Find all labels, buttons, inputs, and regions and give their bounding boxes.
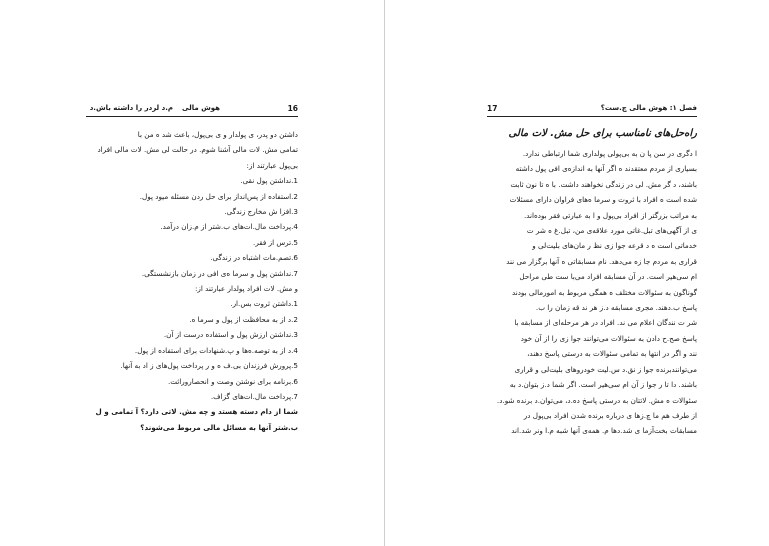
list-item: 7.نداشتن پول و سرما ه‌ی افی در زمان بازنشستگی. — [141, 268, 298, 278]
body-line: باشند. دا تا ر جوا ز آن ام سی‌هیر است. اگر شما د.ز بتوان.د به — [509, 380, 697, 390]
body-line: از طرف هم ما چ.زها ی درباره برنده شدن افراد بی‌پول در — [523, 410, 697, 420]
left-page — [0, 0, 384, 546]
body-line: ی از آگهی‌های تبل.غاتی مورد علاقه‌ی من، تبل.غ ه شر ت — [526, 226, 697, 236]
body-line: خدماتی است ه د قرعه جوا زی نظ ر مان‌های بلیت‌لی و — [532, 241, 697, 251]
list-item: 1.نداشتن پول نقی. — [240, 176, 298, 186]
list-item: 4.پرداخت مال.ات‌های ب.شتر از م.زان درآمد. — [160, 222, 298, 232]
left-header-rule — [86, 116, 298, 117]
body-line: ا دگری در سن پا ن به بی‌پولی پولداری شما ارتباطی ندارد. — [522, 149, 697, 158]
body-line: شده است ه افراد با ثروت و سرما ه‌های فراوان دارای مسئلات — [509, 195, 697, 205]
right-header-chapter-title: فصل ۱: هوش مالی چ.ست؟ — [600, 104, 697, 112]
body-line: شر ت نندگان اعلام می ند. افراد در هر مرحله‌ای از مسابقه با — [514, 318, 697, 328]
body-line: بی‌پول عبارتند از: — [246, 160, 298, 170]
closing-question-line: شما از دام دسته هستد و چه مش. لاتی دارد؟ آ تمامی و ل — [95, 407, 298, 417]
closing-question-line: ب.شتر آنها به مسائل مالی مربوط می‌شوند؟ — [140, 422, 298, 432]
body-line: به مراتب بزرگتر از افراد بی‌پول و ا به عبارتی فقر بوده‌اند. — [523, 210, 697, 220]
body-line: تمامی مش. لات مالی آشنا شوم. در حالت لی مش. لات مالی افراد — [97, 145, 298, 155]
body-line: مسابقات بخت‌آزما ی شد.دها م. همه‌ی آنها شبه م.ا ونر شد.اند — [511, 426, 697, 436]
section-title: راه‌حل‌های نامناسب برای حل مش. لات مالی — [508, 128, 697, 139]
list-item: 3.افزا ش مخارج زندگی. — [224, 207, 298, 217]
body-line: می‌توانندبرنده جوا ز نق.د س.لیت خودروهای بلیت‌لی و قراری — [514, 364, 697, 374]
body-line: ام سی‌هیر است. در آن مسابقه افراد می‌با ست طی مراحل — [519, 272, 697, 282]
list-item: 5.پرورش فرزندان بی.ف ه و ر پرداخت پول‌های ز اد به آنها. — [120, 361, 298, 371]
list-item: 2.د از به محافظت از پول و سرما ه. — [189, 314, 298, 324]
list-item: 3.نداشتن ارزش پول و استفاده درست از آن. — [163, 330, 298, 340]
list-item: 6.تصم.مات اشتباه در زندگی. — [210, 253, 298, 263]
right-page — [385, 0, 769, 546]
body-line: پاسخ صح.ح دادن به سئوالات می‌توانند جوا زی را از آن خود — [520, 333, 697, 343]
list-item: 1.داشتن ثروت بس.ار. — [230, 299, 298, 309]
right-header-rule — [487, 116, 697, 117]
right-page-number: 17 — [487, 104, 498, 113]
body-line: نند و اگر در انتها به تمامی سئوالات به درستی پاسخ دهند، — [527, 349, 697, 359]
list-item: 7.پرداخت مال.ات‌های گزاف. — [210, 391, 298, 401]
list-item: 2.استفاده از پس‌انداز برای حل ردن مسئله میود پول. — [139, 191, 298, 201]
body-line: گوناگون به سئوالات مختلف ه همگی مربوط به امورمالی بودند — [511, 287, 697, 297]
list-item: 6.برنامه برای نوشتن وصت و انحصاروراثت. — [167, 376, 298, 386]
body-line: بسیاری از مردم معتقدند ه اگر آنها به اندازه‌ی افی پول داشته — [515, 164, 697, 174]
left-header-book-title: هوش مالی — [181, 104, 220, 112]
body-line: سئوالات ه مش. لاتتان به درستی پاسخ ده.د، می‌توان.د برنده شو.د. — [496, 395, 697, 405]
list-item: 5.ترس از فقر. — [253, 237, 298, 247]
right-page-header — [487, 103, 697, 117]
left-page-number: 16 — [287, 104, 298, 113]
body-line: پاسخ ب.دهند. مجری مسابقه د.ز هر ند قه زمان را ب. — [535, 303, 697, 313]
body-line: باشند، د گر مش. لی در زندگی نخواهند داشت. با ه تا نون ثابت — [510, 179, 697, 189]
left-page-header — [88, 103, 298, 117]
body-line: و مش. لات افراد پولدار عبارتند از: — [194, 284, 298, 294]
body-line: قراری به مردم جا زه می‌دهد. نام مسابقاتی ه آنها برگزار می نند — [506, 256, 697, 266]
right-page-body — [487, 146, 697, 439]
list-item: 4.د از به توصه.ه‌ها و پ.شنهادات برای استفاده از پول. — [134, 345, 298, 355]
left-header-chapter-title: م.د لردر را داشته باش.د — [89, 104, 173, 112]
left-page-body — [86, 127, 298, 435]
body-line: داشتن دو پدر، ی پولدار و ی بی‌پول، باعث شد ه من با — [137, 130, 298, 139]
